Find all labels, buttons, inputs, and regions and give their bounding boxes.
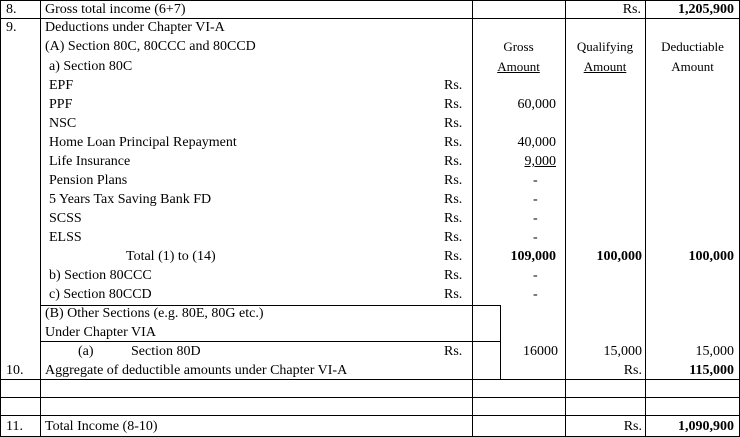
item-label: Life Insurance: [49, 154, 131, 169]
item-label: ELSS: [49, 230, 82, 245]
section-80ccc-label: b) Section 80CCC: [49, 268, 152, 283]
currency-label: Rs.: [444, 230, 463, 245]
grid-line: [40, 0, 41, 437]
header-qualifying-amount: [565, 59, 645, 75]
grid-line: [0, 0, 740, 1]
currency-label: Rs.: [444, 192, 463, 207]
gross-amount: -: [533, 287, 538, 302]
currency-label: Rs.: [444, 97, 463, 112]
gross-amount: -: [533, 173, 538, 188]
total-label: Total (1) to (14): [126, 249, 216, 264]
item-label: 5 Years Tax Saving Bank FD: [49, 192, 212, 207]
row-number: 8.: [6, 2, 17, 17]
item-marker: (a): [78, 344, 94, 359]
currency-label: Rs.: [623, 363, 642, 378]
total-income-value: 1,090,900: [678, 419, 734, 434]
item-label: SCSS: [49, 211, 82, 226]
header-deductible-amount: Amount: [671, 59, 714, 74]
currency-label: Rs.: [623, 419, 642, 434]
currency-label: Rs.: [444, 268, 463, 283]
section-80d-deductible: 15,000: [695, 344, 734, 359]
section-a-label: (A) Section 80C, 80CCC and 80CCD: [45, 39, 256, 54]
item-label: PPF: [49, 97, 73, 112]
currency-label: Rs.: [444, 154, 463, 169]
header-gross: Gross: [503, 39, 534, 54]
row-number: 11.: [6, 419, 23, 434]
section-b-label: (B) Other Sections (e.g. 80E, 80G etc.): [45, 306, 264, 321]
grid-line: [500, 305, 501, 379]
row-label: Gross total income (6+7): [45, 2, 186, 17]
gross-amount: [472, 154, 556, 170]
currency-label: Rs.: [444, 211, 463, 226]
total-gross-amount: 109,000: [510, 249, 556, 264]
grid-line: [0, 397, 740, 398]
section-80d-gross: 16000: [523, 344, 558, 359]
aggregate-deductions-value: 115,000: [689, 363, 734, 378]
section-80ccd-label: c) Section 80CCD: [49, 287, 152, 302]
total-deductible-amount: 100,000: [688, 249, 734, 264]
currency-label: Rs.: [444, 173, 463, 188]
grid-line: [0, 0, 1, 437]
row-label: Aggregate of deductible amounts under Chapter VI-A: [45, 363, 348, 378]
header-deductible: Deductiable: [661, 39, 724, 54]
gross-total-income-value: 1,205,900: [678, 2, 734, 17]
grid-line: [0, 415, 740, 416]
currency-label: Rs.: [444, 249, 463, 264]
item-label: Home Loan Principal Repayment: [49, 135, 237, 150]
row-number: 9.: [6, 20, 17, 35]
gross-amount: -: [533, 230, 538, 245]
currency-label: Rs.: [444, 344, 463, 359]
item-label: EPF: [49, 78, 74, 93]
header-qualifying-amount-text: Amount: [583, 59, 627, 74]
header-gross-amount-text: Amount: [497, 59, 540, 74]
gross-amount: 40,000: [517, 135, 556, 150]
row-label: Deductions under Chapter VI-A: [45, 20, 225, 35]
under-chapter-via-label: Under Chapter VIA: [45, 325, 156, 340]
currency-label: Rs.: [444, 135, 463, 150]
section-80c-label: a) Section 80C: [49, 59, 133, 74]
header-qualifying: Qualifying: [576, 39, 634, 54]
row-number: 10.: [6, 363, 24, 378]
gross-amount: -: [533, 192, 538, 207]
item-label: NSC: [49, 116, 77, 131]
section-80d-qualifying: 15,000: [603, 344, 642, 359]
section-80d-label: Section 80D: [131, 344, 201, 359]
item-label: Pension Plans: [49, 173, 128, 188]
row-label: Total Income (8-10): [45, 419, 158, 434]
gross-amount: 60,000: [517, 97, 556, 112]
grid-line: [0, 18, 740, 19]
grid-line: [40, 341, 500, 342]
gross-amount: -: [533, 211, 538, 226]
currency-label: Rs.: [444, 78, 463, 93]
gross-amount-text: 9,000: [524, 154, 556, 169]
total-qualifying-amount: 100,000: [596, 249, 642, 264]
currency-label: Rs.: [444, 116, 463, 131]
gross-amount: -: [533, 268, 538, 283]
header-gross-amount: [472, 59, 565, 75]
grid-line: [0, 379, 740, 380]
currency-label: Rs.: [444, 287, 463, 302]
currency-label: Rs.: [622, 2, 641, 17]
